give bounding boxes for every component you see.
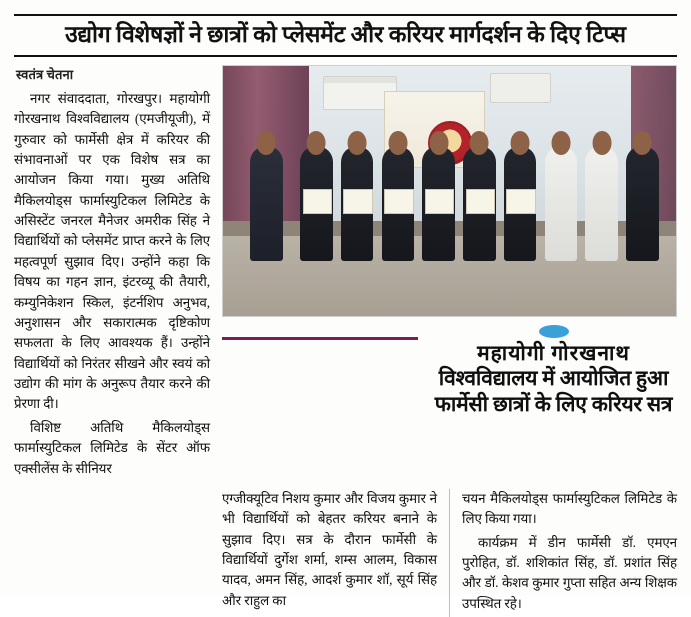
paragraph: कार्यक्रम में डीन फार्मेसी डॉ. एमएन पुरोहित, डॉ. शशिकांत सिंह, डॉ. प्रशांत सिंह और डॉ. केशव कुमार गुप्ता सहित अन्य शिक्षक उपस्थित रहे। — [462, 534, 677, 611]
photo-column — [222, 65, 677, 418]
paragraph: विशिष्ट अतिथि मैकिलयोड्स फार्मास्युटिकल लिमिटेड के सेंटर ऑफ एक्सीलेंस के सीनियर — [14, 419, 210, 476]
photo-person — [422, 146, 455, 261]
headline-container — [14, 14, 677, 57]
photo-person — [382, 146, 415, 261]
article-body-2 — [222, 489, 437, 611]
photo-person — [463, 146, 496, 261]
photo-person — [300, 146, 333, 261]
article-column-1 — [14, 65, 210, 482]
photo-certificate — [425, 189, 454, 214]
photo-person-head — [592, 131, 611, 155]
photo-certificate — [466, 189, 495, 214]
article-column-2 — [222, 489, 437, 614]
paragraph: चयन मैकिलयोड्स फार्मास्युटिकल लिमिटेड के लिए किया गया। — [462, 490, 677, 527]
article-column-3 — [462, 489, 677, 617]
photo-certificate — [303, 189, 332, 214]
photo-person-head — [551, 131, 570, 155]
ellipse-marker-icon — [539, 325, 569, 338]
photo-person-head — [348, 131, 367, 155]
photo-certificate — [506, 189, 535, 214]
paragraph: एग्जीक्यूटिव निशय कुमार और विजय कुमार ने भी विद्यार्थियों को बेहतर करियर बनाने के सुझाव दिए। सत्र के दौरान फार्मेसी के विद्यार्थियों दुर्गेश शर्मा, शम्स आलम, विकास यादव, अमन सिंह, आदर्श कुमार शॉ, सूर्य सिंह और राहुल का — [222, 490, 437, 608]
photo-certificate — [384, 189, 413, 214]
subheading-block — [430, 325, 677, 418]
photo-person — [341, 146, 374, 261]
article-photo — [222, 65, 677, 317]
top-section — [14, 65, 677, 482]
subheading-line-2: विश्वविद्यालय में आयोजित हुआ — [438, 366, 669, 391]
photo-person — [250, 146, 283, 261]
photo-person — [545, 146, 578, 261]
photo-certificate — [343, 189, 372, 214]
photo-air-conditioner-2 — [490, 73, 551, 103]
photo-person-head — [429, 131, 448, 155]
subheading-section — [222, 325, 677, 418]
photo-person — [585, 146, 618, 261]
photo-person-head — [470, 131, 489, 155]
photo-person-head — [307, 131, 326, 155]
photo-person-head — [511, 131, 530, 155]
article-body-3 — [462, 489, 677, 614]
photo-person — [504, 146, 537, 261]
byline: स्वतंत्र चेतना — [16, 66, 74, 82]
subheading-line-3: फार्मेसी छात्रों के लिए करियर सत्र — [434, 391, 673, 416]
lower-columns — [14, 489, 677, 617]
paragraph: नगर संवाददाता, गोरखपुर। महायोगी गोरखनाथ विश्वविद्यालय (एमजीयूजी), में गुरुवार को फार्मेसी क्षेत्र में करियर की संभावनाओं पर एक विशेष सत्र का आयोजन किया गया। मुख्य अतिथि मैकिलयोड्स फार्मास्युटिकल लिमिटेड के असिस्टेंट जनरल मैनेजर अमरीक सिंह ने विद्यार्थियों को प्लेसमेंट प्राप्त करने के लिए महत्वपूर्ण सुझाव दिए। उन्होंने कहा कि विषय का गहन ज्ञान, इंटरव्यू की तैयारी, कम्युनिकेशन स्किल, इंटर्नशिप अनुभव, अनुशासन और सकारात्मक दृष्टिकोण सफलता के लिए आवश्यक हैं। उन्होंने विद्यार्थियों को निरंतर सीखने और स्वयं को उद्योग की मांग के अनुरूप तैयार करने की प्रेरणा दी। — [14, 90, 210, 412]
photo-person-head — [257, 131, 276, 155]
page-title: उद्योग विशेषज्ञों ने छात्रों को प्लेसमेंट और करियर मार्गदर्शन के दिए टिप्स — [65, 22, 626, 47]
subheading-line-1: महायोगी गोरखनाथ — [477, 340, 630, 365]
photo-person-head — [633, 131, 652, 155]
accent-rule — [222, 337, 418, 340]
photo-person — [626, 146, 659, 261]
photo-person-head — [388, 131, 407, 155]
column-divider — [449, 489, 450, 617]
article-body-1 — [14, 89, 210, 479]
